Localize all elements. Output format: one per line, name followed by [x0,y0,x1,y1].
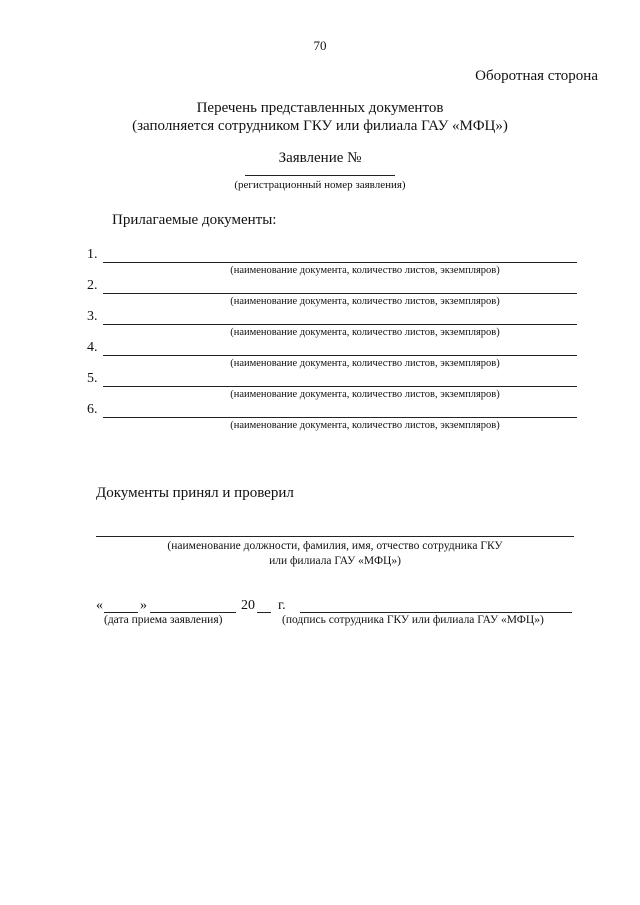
document-number: 6. [87,402,98,417]
registration-number-line [245,175,395,176]
accepted-heading: Документы принял и проверил [96,485,294,501]
document-caption: (наименование документа, количество листов, экземпляров) [230,296,500,307]
date-close-quote: » [140,598,147,613]
employee-caption-line1: (наименование должности, фамилия, имя, отчество сотрудника ГКУ [167,540,503,552]
document-line [103,293,577,294]
document-number: 5. [87,371,98,386]
document-number: 2. [87,278,98,293]
document-line [103,324,577,325]
year-prefix: 20 [241,598,255,613]
attached-documents-heading: Прилагаемые документы: [112,212,277,228]
document-caption: (наименование документа, количество листов, экземпляров) [230,327,500,338]
signature-line [300,612,572,613]
document-line [103,355,577,356]
year-suffix: г. [278,598,286,613]
list-subtitle: (заполняется сотрудником ГКУ или филиала ГАУ «МФЦ») [132,118,508,134]
document-caption: (наименование документа, количество листов, экземпляров) [230,358,500,369]
signature-caption: (подпись сотрудника ГКУ или филиала ГАУ «МФЦ») [282,614,544,626]
year-line [257,612,271,613]
employee-line [96,536,574,537]
document-caption: (наименование документа, количество листов, экземпляров) [230,389,500,400]
day-line [104,612,138,613]
document-number: 4. [87,340,98,355]
list-title: Перечень представленных документов [196,100,444,116]
document-line [103,417,577,418]
date-caption: (дата приема заявления) [104,614,223,626]
date-open-quote: « [96,598,103,613]
application-label: Заявление № [278,150,362,166]
page-number: 70 [313,38,327,53]
employee-caption-line2: или филиала ГАУ «МФЦ») [269,555,401,567]
document-number: 3. [87,309,98,324]
document-line [103,386,577,387]
document-caption: (наименование документа, количество листов, экземпляров) [230,420,500,431]
month-line [150,612,236,613]
document-number: 1. [87,247,98,262]
reverse-side-label: Оборотная сторона [475,68,598,84]
document-line [103,262,577,263]
document-caption: (наименование документа, количество листов, экземпляров) [230,265,500,276]
registration-caption: (регистрационный номер заявления) [234,179,406,191]
